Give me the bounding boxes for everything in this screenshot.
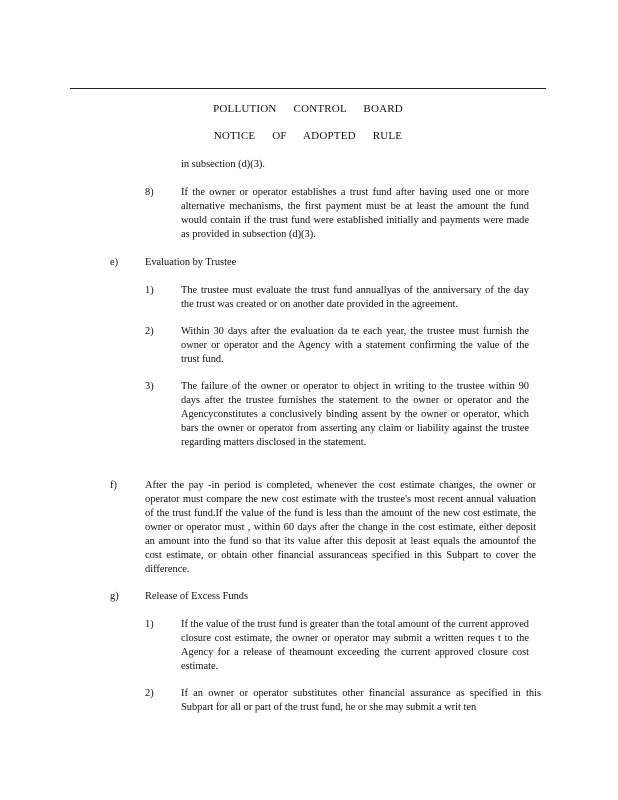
section-text: After the pay -in period is completed, whenever the cost estimate changes, the owner or operator must compare the new cost estimate with the trustee's most recent annual valuation of the trust fund.If the value of the fund is less than the amount of the new cost estimate, the owner or operator must , within 60 days after the change in the cost estimate, either deposit an amount into the fund so that its value after this deposit at least equals the amountof the cost estimate, or obtain other financial assuranceas specified in this Subpart to cover the difference.: [145, 480, 536, 575]
board-title: POLLUTION CONTROL BOARD: [213, 103, 403, 115]
item-text: The trustee must evaluate the trust fund annuallyas of the anniversary of the day the trust was created or on another date provided in the agreement.: [181, 285, 529, 310]
item-text: The failure of the owner or operator to object in writing to the trustee within 90 days after the trustee furnishes the statement to the owner or operator and the Agencyconstitutes a conclusively binding assent by the owner or operator, which bars the owner or operator from asserting any claim or liability against the trustee regarding matters disclosed in the statement.: [181, 381, 529, 448]
item-label: 2): [145, 326, 154, 337]
item-label: 1): [145, 285, 154, 296]
section-label: f): [110, 480, 117, 491]
item-text: If an owner or operator substitutes other financial assurance as specified in this Subpart for all or part of the trust fund, he or she may submit a writ ten: [181, 688, 541, 713]
section-heading: Evaluation by Trustee: [145, 257, 237, 268]
header-rule: [70, 88, 546, 89]
item-text: Within 30 days after the evaluation da te each year, the trustee must furnish the owner or operator and the Agency with a statement confirming the value of the trust fund.: [181, 326, 529, 365]
section-heading: Release of Excess Funds: [145, 591, 249, 602]
notice-title: NOTICE OF ADOPTED RULE: [213, 130, 403, 142]
item-text: If the owner or operator establishes a trust fund after having used one or more alternative mechanisms, the first payment must be at least the amount the fund would contain if the trust fund were established initially and payments were made as provided in subsection (d)(3).: [181, 187, 529, 240]
section-label: g): [110, 591, 119, 602]
item-label: 8): [145, 187, 154, 198]
item-label: 1): [145, 619, 154, 630]
item-label: 3): [145, 381, 154, 392]
section-label: e): [110, 257, 119, 268]
item-text: If the value of the trust fund is greater than the total amount of the current approved closure cost estimate, the owner or operator may submit a written reques t to the Agency for a release of theamount exceeding the current approved closure cost estimate.: [181, 619, 529, 672]
item-label: 2): [145, 688, 154, 699]
continuation-text: in subsection (d)(3).: [181, 159, 265, 170]
